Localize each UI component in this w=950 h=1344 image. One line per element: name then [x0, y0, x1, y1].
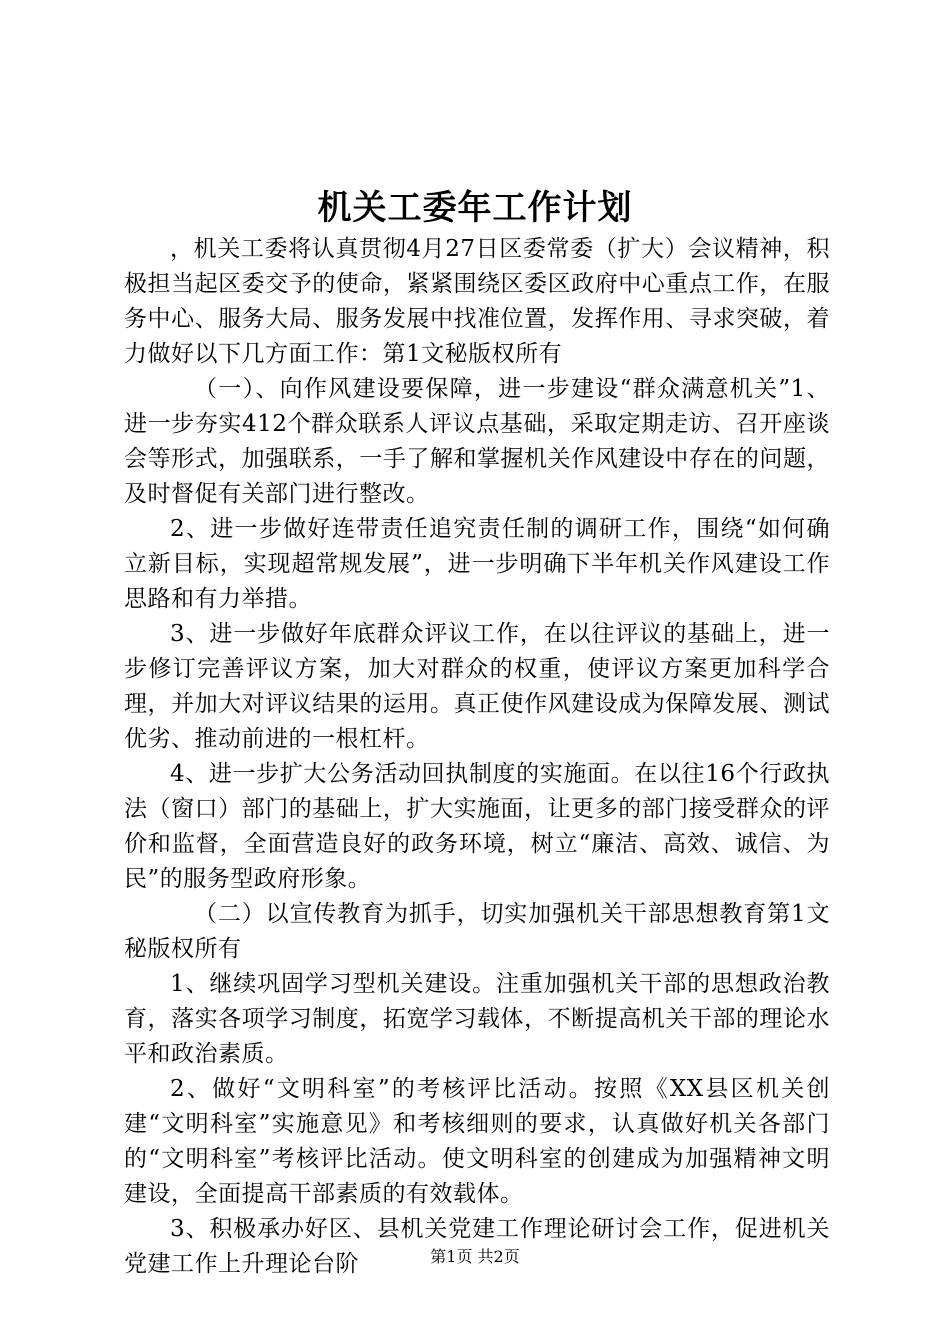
- paragraph-item-1-3: 3、进一步做好年底群众评议工作，在以往评议的基础上，进一步修订完善评议方案，加大对群众的权重，使评议方案更加科学合理，并加大对评议结果的运用。真正使作风建设成为保障发展、测试优劣、推动前进的一根杠杆。: [124, 621, 830, 752]
- paragraph-intro: ，机关工委将认真贯彻4月27日区委常委（扩大）会议精神，积极担当起区委交予的使命，紧紧围绕区委区政府中心重点工作，在服务中心、服务大局、服务发展中找准位置，发挥作用、寻求突破，着力做好以下几方面工作：第1文秘版权所有: [124, 236, 830, 367]
- paragraph-item-2-1: 1、继续巩固学习型机关建设。注重加强机关干部的思想政治教育，落实各项学习制度，拓宽学习载体，不断提高机关干部的理论水平和政治素质。: [124, 971, 830, 1067]
- paragraph-section-2-heading: （二）以宣传教育为抓手，切实加强机关干部思想教育第1文秘版权所有: [124, 901, 830, 962]
- document-body: [124, 232, 830, 1282]
- document-title: 机关工委年工作计划: [317, 188, 633, 228]
- paragraph-item-2-2: 2、做好“文明科室”的考核评比活动。按照《XX县区机关创建“文明科室”实施意见》和考核细则的要求，认真做好机关各部门的“文明科室”考核评比活动。使文明科室的创建成为加强精神文明建设，全面提高干部素质的有效载体。: [124, 1076, 830, 1207]
- paragraph-section-1-heading: （一）、向作风建设要保障，进一步建设“群众满意机关”1、进一步夯实412个群众联系人评议点基础，采取定期走访、召开座谈会等形式，加强联系，一手了解和掌握机关作风建设中存在的问题，及时督促有关部门进行整改。: [124, 376, 830, 507]
- page-number-footer: 第1页 共2页: [430, 1247, 520, 1266]
- paragraph-item-1-2: 2、进一步做好连带责任追究责任制的调研工作，围绕“如何确立新目标，实现超常规发展”，进一步明确下半年机关作风建设工作思路和有力举措。: [124, 516, 830, 612]
- paragraph-item-2-3: 3、积极承办好区、县机关党建工作理论研讨会工作，促进机关党建工作上升理论台阶: [124, 1216, 830, 1277]
- paragraph-item-1-4: 4、进一步扩大公务活动回执制度的实施面。在以往16个行政执法（窗口）部门的基础上，扩大实施面，让更多的部门接受群众的评价和监督，全面营造良好的政务环境，树立“廉洁、高效、诚信、为民”的服务型政府形象。: [124, 761, 830, 892]
